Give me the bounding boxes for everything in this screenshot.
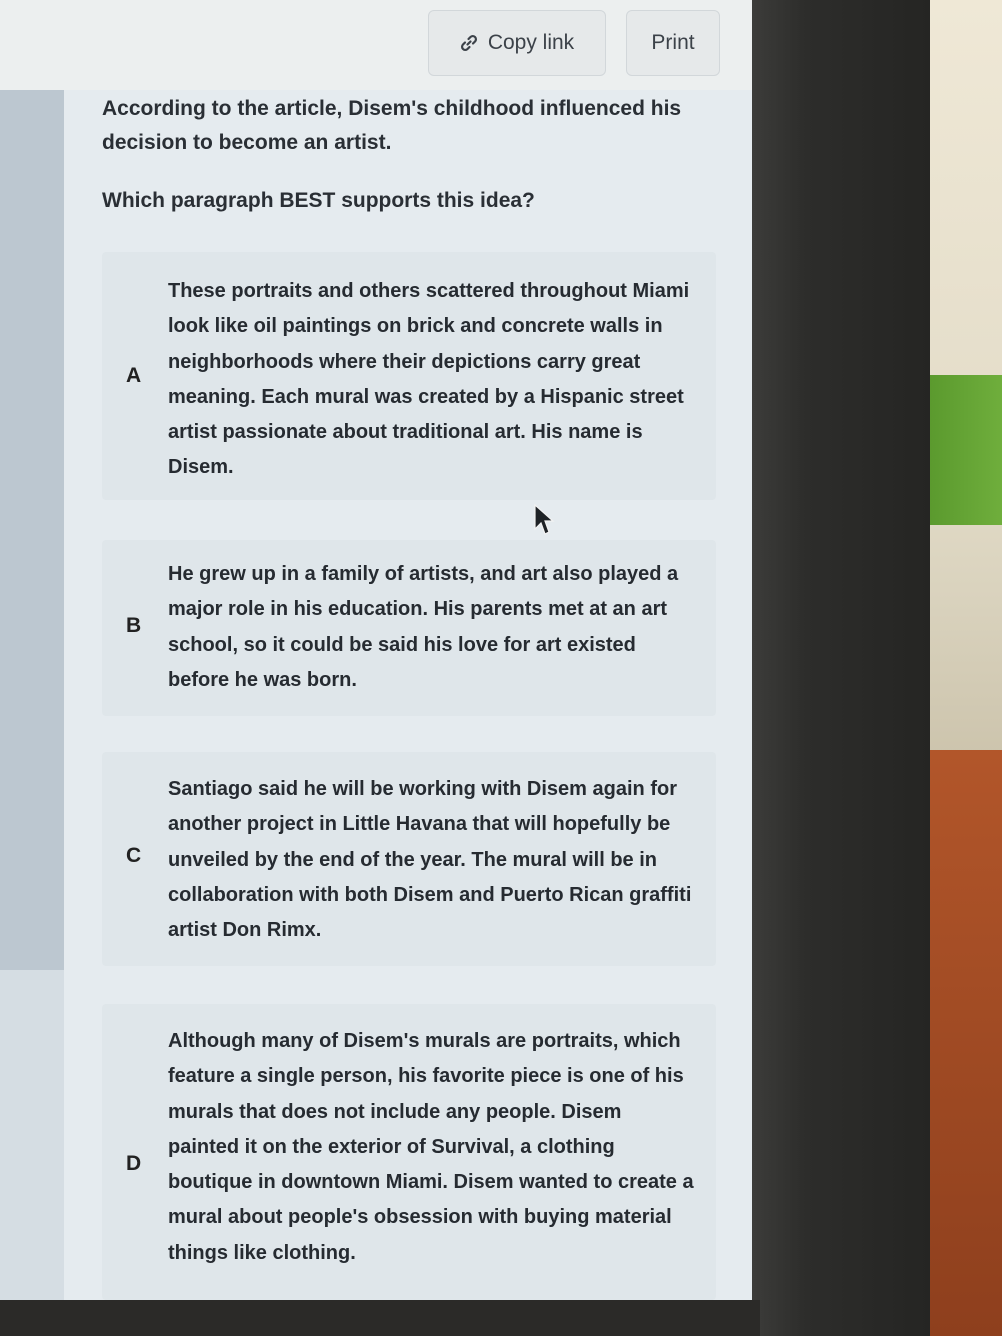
answer-choice-a[interactable] xyxy=(102,252,716,500)
choice-letter: C xyxy=(126,844,142,867)
copy-link-label: Copy link xyxy=(487,31,575,54)
choice-text: He grew up in a family of artists, and art also played a major role in his education. His parents met at an art school, so it could be said his love for art existed before he was born. xyxy=(168,563,679,691)
print-button[interactable] xyxy=(626,10,720,76)
question-ask: Which paragraph BEST supports this idea? xyxy=(102,189,535,212)
choice-letter: D xyxy=(126,1152,142,1175)
copy-link-button[interactable] xyxy=(428,10,606,76)
background-green-object xyxy=(930,375,1002,525)
choice-letter: A xyxy=(126,364,142,387)
link-icon xyxy=(460,34,478,52)
top-toolbar xyxy=(0,0,752,91)
choice-text: These portraits and others scattered throughout Miami look like oil paintings on brick and concrete walls in neighborhoods where their depictions carry great meaning. Each mural was created by a Hispanic street artist passionate about traditional art. His name is Disem. xyxy=(168,280,690,479)
choice-letter: B xyxy=(126,614,142,637)
monitor-bezel-bottom xyxy=(0,1300,760,1336)
answer-choice-b[interactable] xyxy=(102,540,716,716)
choice-text: Santiago said he will be working with Disem again for another project in Little Havana that will hopefully be unveiled by the end of the year. The mural will be in collaboration with both Disem and Puerto Rican graffiti artist Don Rimx. xyxy=(168,778,692,942)
choice-text: Although many of Disem's murals are portraits, which feature a single person, his favorite piece is one of his murals that does not include any people. Disem painted it on the exterior of Survival, a clothing boutique in downtown Miami. Disem wanted to create a mural about people's obsession with buying material things like clothing. xyxy=(168,1030,694,1264)
mouse-cursor-icon xyxy=(533,503,555,537)
left-side-panel xyxy=(0,90,64,970)
answer-choice-d[interactable] xyxy=(102,1004,716,1300)
print-label: Print xyxy=(651,31,695,54)
monitor-bezel-right xyxy=(752,0,930,1336)
left-side-panel-lower xyxy=(0,970,64,1300)
background-wood-panel xyxy=(930,750,1002,1336)
answer-choice-c[interactable] xyxy=(102,752,716,966)
question-prompt: According to the article, Disem's childhood influenced his decision to become an artist. xyxy=(102,97,682,154)
